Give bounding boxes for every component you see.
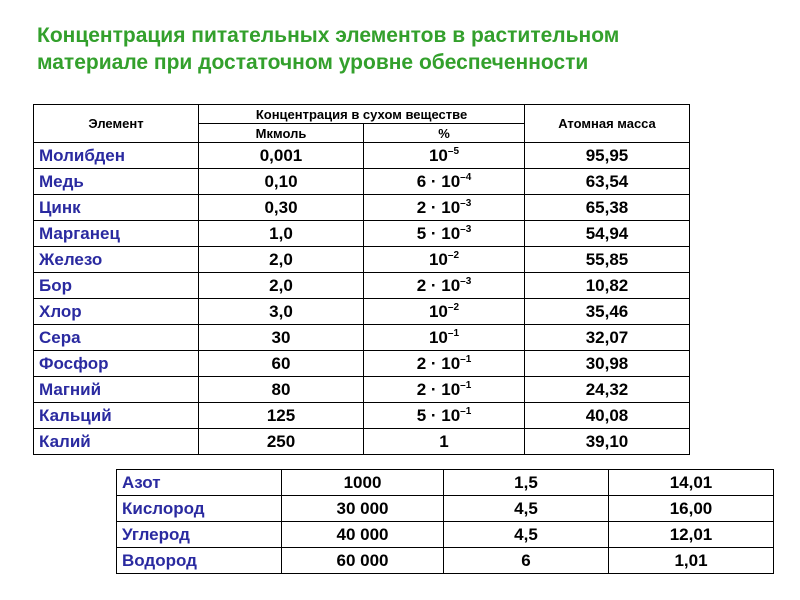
mkmol-value: 0,10 xyxy=(199,169,364,195)
table-row xyxy=(34,351,690,377)
table-row xyxy=(34,221,690,247)
atomic-mass-value: 55,85 xyxy=(525,247,690,273)
percent-base: 1 xyxy=(439,431,449,451)
element-name: Сера xyxy=(34,325,199,351)
atomic-mass-value: 54,94 xyxy=(525,221,690,247)
element-name: Марганец xyxy=(34,221,199,247)
atomic-mass-value: 12,01 xyxy=(609,522,774,548)
percent-exponent: –5 xyxy=(447,145,460,157)
table-row xyxy=(34,377,690,403)
element-name: Углерод xyxy=(117,522,282,548)
table-row xyxy=(117,522,774,548)
mkmol-value: 40 000 xyxy=(282,522,444,548)
percent-exponent: –3 xyxy=(460,275,472,287)
table-row xyxy=(117,470,774,496)
percent-value: 4,5 xyxy=(444,522,609,548)
percent-value xyxy=(364,273,525,299)
percent-value xyxy=(364,325,525,351)
percent-exponent: –4 xyxy=(460,171,472,183)
atomic-mass-value: 16,00 xyxy=(609,496,774,522)
table-row xyxy=(34,169,690,195)
atomic-mass-value: 32,07 xyxy=(525,325,690,351)
header-atomic-mass: Атомная масса xyxy=(525,105,690,143)
mkmol-value: 0,001 xyxy=(199,143,364,169)
percent-exponent: –3 xyxy=(460,197,472,209)
mkmol-value: 1,0 xyxy=(199,221,364,247)
percent-base: 5 · 10 xyxy=(416,405,461,425)
nutrient-table-macro xyxy=(116,469,774,574)
title-line-1: Концентрация питательных элементов в растительном xyxy=(37,24,620,47)
atomic-mass-value: 30,98 xyxy=(525,351,690,377)
table-row xyxy=(34,247,690,273)
element-name: Хлор xyxy=(34,299,199,325)
percent-value xyxy=(364,429,525,455)
element-name: Магний xyxy=(34,377,199,403)
header-concentration: Концентрация в сухом веществе xyxy=(199,105,525,124)
table-row xyxy=(34,195,690,221)
atomic-mass-value: 95,95 xyxy=(525,143,690,169)
element-name: Бор xyxy=(34,273,199,299)
atomic-mass-value: 39,10 xyxy=(525,429,690,455)
atomic-mass-value: 65,38 xyxy=(525,195,690,221)
page-title xyxy=(37,22,737,76)
mkmol-value: 60 000 xyxy=(282,548,444,574)
percent-value: 6 xyxy=(444,548,609,574)
mkmol-value: 250 xyxy=(199,429,364,455)
element-name: Фосфор xyxy=(34,351,199,377)
percent-value xyxy=(364,351,525,377)
mkmol-value: 0,30 xyxy=(199,195,364,221)
percent-value xyxy=(364,247,525,273)
atomic-mass-value: 1,01 xyxy=(609,548,774,574)
mkmol-value: 30 xyxy=(199,325,364,351)
percent-value xyxy=(364,169,525,195)
atomic-mass-value: 63,54 xyxy=(525,169,690,195)
table-row xyxy=(34,143,690,169)
percent-base: 6 · 10 xyxy=(416,171,461,191)
element-name: Цинк xyxy=(34,195,199,221)
table-row xyxy=(34,273,690,299)
atomic-mass-value: 14,01 xyxy=(609,470,774,496)
percent-base: 2 · 10 xyxy=(416,197,461,217)
element-name: Молибден xyxy=(34,143,199,169)
percent-exponent: –3 xyxy=(460,223,472,235)
percent-exponent: –1 xyxy=(447,327,460,339)
percent-base: 2 · 10 xyxy=(416,353,461,373)
percent-base: 10 xyxy=(428,145,448,165)
mkmol-value: 2,0 xyxy=(199,247,364,273)
table-row xyxy=(34,325,690,351)
element-name: Калий xyxy=(34,429,199,455)
header-mkmol: Мкмоль xyxy=(199,124,364,143)
table-row xyxy=(34,429,690,455)
mkmol-value: 1000 xyxy=(282,470,444,496)
percent-value xyxy=(364,221,525,247)
element-name: Медь xyxy=(34,169,199,195)
element-name: Кальций xyxy=(34,403,199,429)
percent-base: 5 · 10 xyxy=(416,223,461,243)
percent-base: 2 · 10 xyxy=(416,275,461,295)
header-percent: % xyxy=(364,124,525,143)
mkmol-value: 60 xyxy=(199,351,364,377)
title-line-2: материале при достаточном уровне обеспеченности xyxy=(37,51,589,74)
element-name: Кислород xyxy=(117,496,282,522)
percent-exponent: –1 xyxy=(460,405,472,417)
header-element: Элемент xyxy=(34,105,199,143)
atomic-mass-value: 24,32 xyxy=(525,377,690,403)
mkmol-value: 3,0 xyxy=(199,299,364,325)
percent-value xyxy=(364,143,525,169)
nutrient-table-micro xyxy=(33,104,690,455)
percent-exponent: –2 xyxy=(447,249,460,261)
atomic-mass-value: 40,08 xyxy=(525,403,690,429)
percent-exponent: –1 xyxy=(460,379,472,391)
table-row xyxy=(117,496,774,522)
percent-base: 10 xyxy=(428,301,448,321)
element-name: Железо xyxy=(34,247,199,273)
atomic-mass-value: 35,46 xyxy=(525,299,690,325)
percent-value xyxy=(364,195,525,221)
mkmol-value: 2,0 xyxy=(199,273,364,299)
percent-value xyxy=(364,377,525,403)
percent-base: 2 · 10 xyxy=(416,379,461,399)
mkmol-value: 80 xyxy=(199,377,364,403)
percent-value: 1,5 xyxy=(444,470,609,496)
element-name: Водород xyxy=(117,548,282,574)
percent-exponent: –2 xyxy=(447,301,460,313)
percent-base: 10 xyxy=(428,249,448,269)
table-row xyxy=(34,403,690,429)
table-row xyxy=(117,548,774,574)
percent-exponent: –1 xyxy=(460,353,472,365)
percent-value: 4,5 xyxy=(444,496,609,522)
percent-value xyxy=(364,403,525,429)
percent-value xyxy=(364,299,525,325)
percent-base: 10 xyxy=(428,327,448,347)
table-row xyxy=(34,299,690,325)
mkmol-value: 125 xyxy=(199,403,364,429)
mkmol-value: 30 000 xyxy=(282,496,444,522)
atomic-mass-value: 10,82 xyxy=(525,273,690,299)
element-name: Азот xyxy=(117,470,282,496)
